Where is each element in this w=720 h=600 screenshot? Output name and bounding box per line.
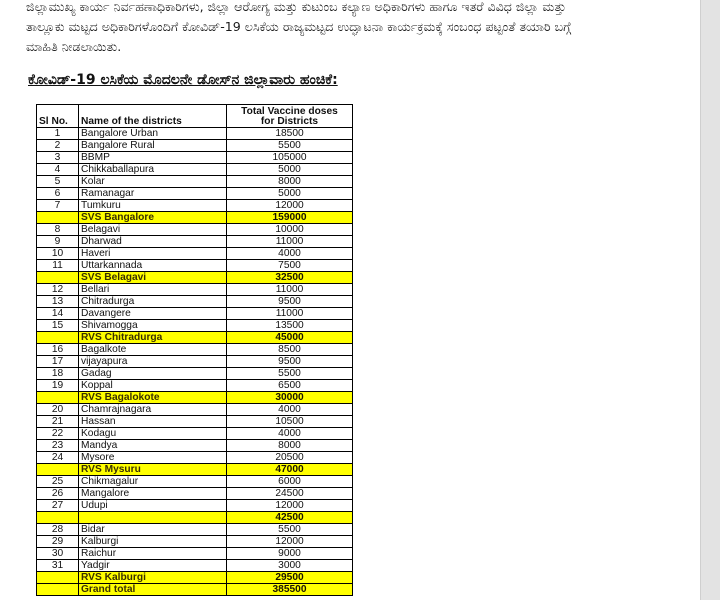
table-row (37, 380, 353, 392)
table-row (37, 500, 353, 512)
cell-doses: 7500 (227, 260, 353, 272)
cell-doses: 6500 (227, 380, 353, 392)
cell-sl-no (37, 584, 79, 596)
cell-sl-no: 21 (37, 416, 79, 428)
table-row (37, 152, 353, 164)
cell-doses: 5000 (227, 164, 353, 176)
cell-district-name: Udupi (79, 500, 227, 512)
cell-sl-no (37, 332, 79, 344)
cell-district-name: Uttarkannada (79, 260, 227, 272)
cell-doses: 385500 (227, 584, 353, 596)
cell-doses: 29500 (227, 572, 353, 584)
table-row (37, 248, 353, 260)
cell-district-name: Bellari (79, 284, 227, 296)
cell-district-name: Shivamogga (79, 320, 227, 332)
cell-sl-no: 7 (37, 200, 79, 212)
table-row (37, 128, 353, 140)
cell-doses: 8000 (227, 440, 353, 452)
cell-sl-no: 13 (37, 296, 79, 308)
cell-district-name: RVS Bagalokote (79, 392, 227, 404)
cell-sl-no: 20 (37, 404, 79, 416)
cell-district-name: Koppal (79, 380, 227, 392)
cell-district-name: Belagavi (79, 224, 227, 236)
table-row (37, 524, 353, 536)
cell-sl-no: 16 (37, 344, 79, 356)
cell-district-name: RVS Kalburgi (79, 572, 227, 584)
table-row (37, 236, 353, 248)
cell-doses: 3000 (227, 560, 353, 572)
cell-doses: 18500 (227, 128, 353, 140)
table-row (37, 260, 353, 272)
cell-doses: 24500 (227, 488, 353, 500)
cell-district-name: SVS Bangalore (79, 212, 227, 224)
summary-row (37, 464, 353, 476)
cell-doses: 6000 (227, 476, 353, 488)
table-row (37, 164, 353, 176)
summary-row (37, 212, 353, 224)
right-edge-bar (700, 0, 720, 600)
cell-district-name: Chitradurga (79, 296, 227, 308)
cell-doses: 11000 (227, 284, 353, 296)
table-row (37, 560, 353, 572)
table-row (37, 344, 353, 356)
cell-doses: 9500 (227, 356, 353, 368)
paragraph-line: ಮಾಹಿತಿ ನೀಡಲಾಯಿತು. (26, 39, 122, 54)
cell-doses: 105000 (227, 152, 353, 164)
intro-paragraph (26, 0, 698, 57)
cell-district-name: RVS Mysuru (79, 464, 227, 476)
cell-sl-no: 10 (37, 248, 79, 260)
cell-doses: 9500 (227, 296, 353, 308)
cell-doses: 4000 (227, 248, 353, 260)
cell-district-name: Chikmagalur (79, 476, 227, 488)
cell-doses: 47000 (227, 464, 353, 476)
table-row (37, 428, 353, 440)
vaccine-allocation-table (36, 104, 353, 596)
summary-row (37, 584, 353, 596)
table-row (37, 296, 353, 308)
summary-row (37, 392, 353, 404)
cell-sl-no: 29 (37, 536, 79, 548)
cell-district-name: Ramanagar (79, 188, 227, 200)
cell-doses: 12000 (227, 536, 353, 548)
summary-row (37, 332, 353, 344)
cell-doses: 5500 (227, 368, 353, 380)
cell-doses: 30000 (227, 392, 353, 404)
cell-sl-no: 28 (37, 524, 79, 536)
header-doses-line1: Total Vaccine doses (241, 106, 338, 117)
cell-doses: 4000 (227, 428, 353, 440)
cell-sl-no: 26 (37, 488, 79, 500)
cell-doses: 8500 (227, 344, 353, 356)
cell-sl-no: 2 (37, 140, 79, 152)
cell-district-name: Mandya (79, 440, 227, 452)
cell-district-name: Kodagu (79, 428, 227, 440)
table-row (37, 536, 353, 548)
cell-doses: 45000 (227, 332, 353, 344)
cell-doses: 11000 (227, 236, 353, 248)
cell-district-name: Haveri (79, 248, 227, 260)
table-body (37, 128, 353, 596)
cell-sl-no: 23 (37, 440, 79, 452)
cell-doses: 10500 (227, 416, 353, 428)
cell-district-name (79, 512, 227, 524)
cell-sl-no (37, 572, 79, 584)
cell-doses: 4000 (227, 404, 353, 416)
cell-sl-no (37, 392, 79, 404)
table-row (37, 200, 353, 212)
table-row (37, 320, 353, 332)
cell-doses: 9000 (227, 548, 353, 560)
cell-sl-no (37, 212, 79, 224)
cell-sl-no: 25 (37, 476, 79, 488)
cell-doses: 42500 (227, 512, 353, 524)
cell-sl-no: 9 (37, 236, 79, 248)
cell-doses: 12000 (227, 200, 353, 212)
cell-district-name: Gadag (79, 368, 227, 380)
cell-sl-no: 15 (37, 320, 79, 332)
cell-sl-no: 3 (37, 152, 79, 164)
cell-sl-no: 31 (37, 560, 79, 572)
table-row (37, 176, 353, 188)
cell-sl-no: 1 (37, 128, 79, 140)
cell-doses: 10000 (227, 224, 353, 236)
cell-doses: 8000 (227, 176, 353, 188)
cell-district-name: Hassan (79, 416, 227, 428)
table-row (37, 140, 353, 152)
cell-doses: 5000 (227, 188, 353, 200)
cell-district-name: Bangalore Rural (79, 140, 227, 152)
cell-sl-no (37, 272, 79, 284)
cell-sl-no: 27 (37, 500, 79, 512)
cell-sl-no: 6 (37, 188, 79, 200)
cell-district-name: Mangalore (79, 488, 227, 500)
table-row (37, 488, 353, 500)
paragraph-line: ಜಿಲ್ಲಾಮುಖ್ಯ ಕಾರ್ಯ ನಿರ್ವಹಣಾಧಿಕಾರಿಗಳು, ಜಿಲ್ಲಾ ಆರೋಗ್ಯ ಮತ್ತು ಕುಟುಂಬ ಕಲ್ಯಾಣ ಅಧಿಕಾರಿಗಳು ಹಾಗೂ ಇತರೆ ವಿವಿಧ ಜಿಲ್ಲಾ ಮತ್ತು (26, 0, 567, 14)
cell-sl-no: 11 (37, 260, 79, 272)
cell-district-name: BBMP (79, 152, 227, 164)
table-row (37, 356, 353, 368)
cell-doses: 5500 (227, 140, 353, 152)
table-row (37, 548, 353, 560)
cell-district-name: Bidar (79, 524, 227, 536)
summary-row (37, 272, 353, 284)
cell-doses: 159000 (227, 212, 353, 224)
table-row (37, 308, 353, 320)
cell-district-name: Kolar (79, 176, 227, 188)
cell-district-name: Chamrajnagara (79, 404, 227, 416)
cell-sl-no: 12 (37, 284, 79, 296)
table-row (37, 404, 353, 416)
cell-sl-no (37, 512, 79, 524)
cell-district-name: Bangalore Urban (79, 128, 227, 140)
cell-sl-no: 19 (37, 380, 79, 392)
cell-sl-no: 22 (37, 428, 79, 440)
cell-doses: 13500 (227, 320, 353, 332)
cell-sl-no: 5 (37, 176, 79, 188)
table-row (37, 416, 353, 428)
summary-row (37, 572, 353, 584)
cell-district-name: RVS Chitradurga (79, 332, 227, 344)
cell-district-name: Kalburgi (79, 536, 227, 548)
cell-sl-no: 30 (37, 548, 79, 560)
table-row (37, 452, 353, 464)
cell-sl-no: 18 (37, 368, 79, 380)
section-heading: ಕೋವಿಡ್-19 ಲಸಿಕೆಯ ಮೊದಲನೇ ಡೋಸ್‌ನ ಜಿಲ್ಲಾವಾರು ಹಂಚಿಕೆ: (28, 72, 338, 88)
cell-district-name: SVS Belagavi (79, 272, 227, 284)
cell-district-name: Yadgir (79, 560, 227, 572)
cell-district-name: Chikkaballapura (79, 164, 227, 176)
cell-district-name: Dharwad (79, 236, 227, 248)
cell-sl-no: 24 (37, 452, 79, 464)
header-district: Name of the districts (79, 105, 227, 128)
table-row (37, 476, 353, 488)
cell-sl-no: 17 (37, 356, 79, 368)
table-header-row (37, 105, 353, 128)
cell-doses: 32500 (227, 272, 353, 284)
cell-doses: 12000 (227, 500, 353, 512)
table-row (37, 224, 353, 236)
cell-sl-no: 8 (37, 224, 79, 236)
cell-doses: 11000 (227, 308, 353, 320)
table-row (37, 188, 353, 200)
cell-district-name: vijayapura (79, 356, 227, 368)
cell-sl-no (37, 464, 79, 476)
cell-district-name: Bagalkote (79, 344, 227, 356)
header-doses-line2: for Districts (260, 116, 319, 127)
cell-sl-no: 14 (37, 308, 79, 320)
cell-district-name: Mysore (79, 452, 227, 464)
cell-sl-no: 4 (37, 164, 79, 176)
table-row (37, 368, 353, 380)
cell-district-name: Grand total (79, 584, 227, 596)
table-row (37, 284, 353, 296)
cell-doses: 5500 (227, 524, 353, 536)
paragraph-line: ತಾಲ್ಲೂಕು ಮಟ್ಟದ ಅಧಿಕಾರಿಗಳೊಂದಿಗೆ ಕೋವಿಡ್-19 ಲಸಿಕೆಯ ರಾಜ್ಯಮಟ್ಟದ ಉದ್ಘಾಟನಾ ಕಾರ್ಯಕ್ರಮಕ್ಕೆ ಸಂಬಂಧ ಪಟ್ಟಂತೆ ತಯಾರಿ ಬಗ್ಗೆ (26, 19, 572, 34)
table-row (37, 440, 353, 452)
summary-row (37, 512, 353, 524)
header-total-doses (227, 105, 353, 128)
cell-doses: 20500 (227, 452, 353, 464)
cell-district-name: Tumkuru (79, 200, 227, 212)
header-sl-no: Sl No. (37, 105, 79, 128)
cell-district-name: Davangere (79, 308, 227, 320)
cell-district-name: Raichur (79, 548, 227, 560)
